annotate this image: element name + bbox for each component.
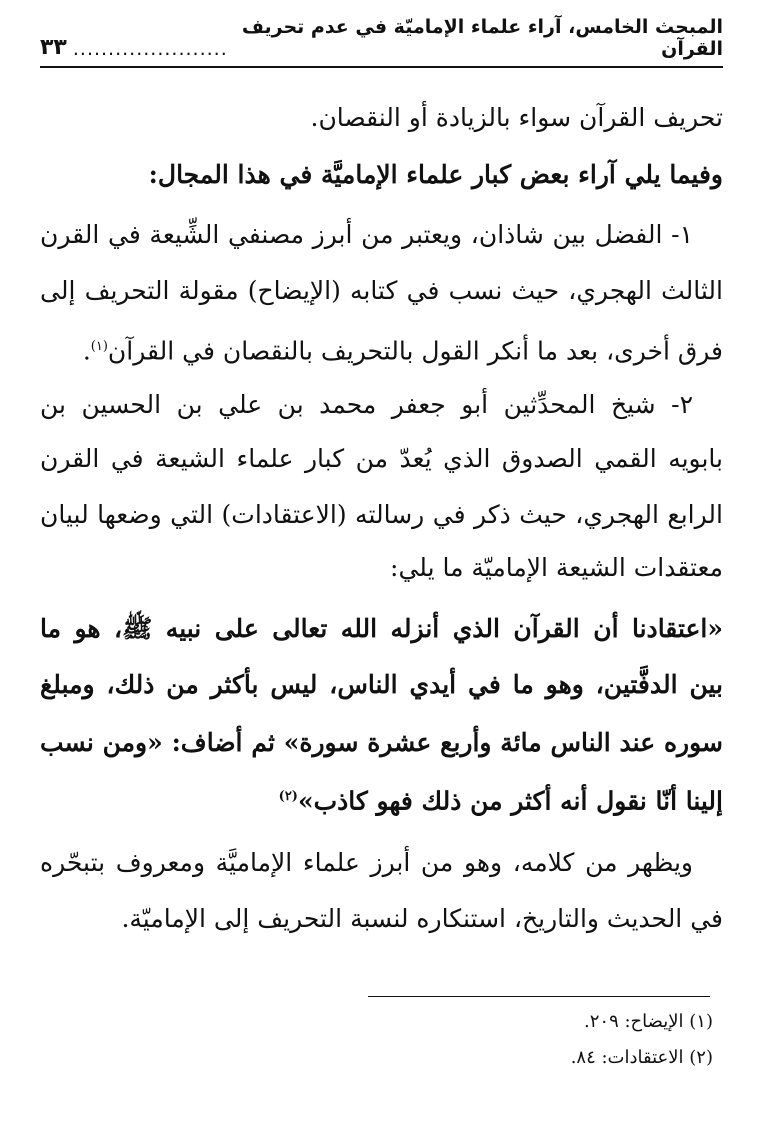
text-line: معتقدات الشيعة الإماميّة ما يلي: (390, 553, 723, 582)
text-line: فرق أخرى، بعد ما أنكر القول بالتحريف بالنقصان في القرآن$^{(١)}$. (82, 336, 723, 366)
header-title: المبحث الخامس، آراء علماء الإماميّة في عدم تحريف القرآن (241, 16, 723, 60)
footnote: (١) الإيضاح: ٢٠٩. (584, 1011, 713, 1032)
text-line: تحريف القرآن سواء بالزيادة أو النقصان. (310, 103, 723, 132)
quote-line: بين الدفَّتين، وهو ما في أيدي الناس، ليس بأكثر من ذلك، ومبلغ (40, 670, 723, 699)
footnote-ref: (٢) (278, 789, 298, 804)
text-line: ١- الفضل بين شاذان، ويعتبر من أبرز مصنفي الشِّيعة في القرن (40, 220, 693, 249)
text-line-content: فرق أخرى، بعد ما أنكر القول بالتحريف بالنقصان في القرآن (107, 336, 723, 366)
text-line: ويظهر من كلامه، وهو من أبرز علماء الإماميَّة ومعروف بتبحّره (40, 848, 693, 877)
text-line: الرابع الهجري، حيث ذكر في رسالته (الاعتقادات) التي وضعها لبيان (40, 500, 723, 529)
text-line: بابويه القمي الصدوق الذي يُعدّ من كبار علماء الشيعة في القرن (40, 444, 723, 473)
text-line: الثالث الهجري، حيث نسب في كتابه (الإيضاح) مقولة التحريف إلى (40, 276, 723, 305)
header-leader-dots: ...................... (72, 38, 228, 60)
text-line: ٢- شيخ المحدِّثين أبو جعفر محمد بن علي بن الحسين بن (40, 390, 693, 419)
page-number: ٣٣ (40, 35, 67, 60)
quote-line-content: إلينا أنّا نقول أنه أكثر من ذلك فهو كاذب» (297, 786, 723, 816)
footnote-ref: (١) (90, 339, 108, 354)
quote-line: «اعتقادنا أن القرآن الذي أنزله الله تعالى على نبيه ﷺ، هو ما (40, 614, 723, 643)
footnote-divider (368, 996, 710, 997)
footnote: (٢) الاعتقادات: ٨٤. (570, 1047, 713, 1068)
quote-line (40, 779, 723, 819)
text-line: في الحديث والتاريخ، استنكاره لنسبة التحريف إلى الإماميّة. (121, 904, 723, 933)
running-header (40, 16, 723, 68)
section-intro-heading: وفيما يلي آراء بعض كبار علماء الإماميَّة في هذا المجال: (148, 160, 723, 189)
quote-line: سوره عند الناس مائة وأربع عشرة سورة» ثم أضاف: «ومن نسب (40, 728, 723, 757)
